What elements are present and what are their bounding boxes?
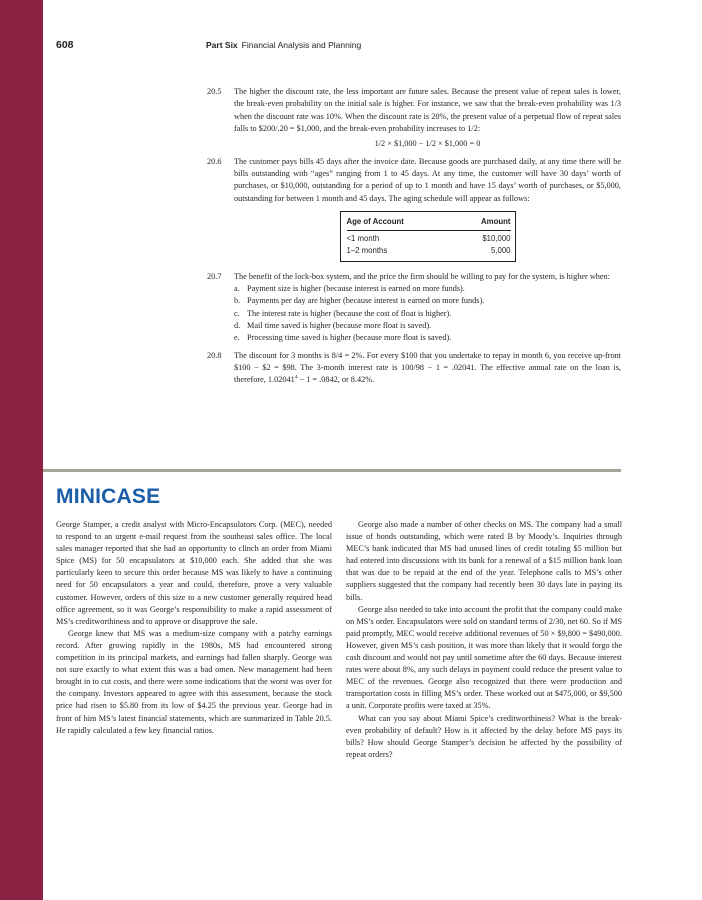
answer-20-8 [207, 350, 621, 387]
list-item [234, 320, 621, 332]
column-header-amount: Amount [481, 217, 511, 227]
answer-20-6 [207, 156, 621, 262]
answer-number: 20.5 [207, 87, 222, 96]
list-item [234, 295, 621, 307]
paragraph: What can you say about Miami Spice’s creditworthiness? What is the break-even probability of default? How is it affected by the delay before MS pays its bills? How should George Stamper’s decision be affected by the possibility of repeat orders? [346, 713, 622, 759]
answer-text [234, 350, 621, 387]
minicase-left-column [56, 519, 332, 761]
break-even-equation: 1/2 × $1,000 − 1/2 × $1,000 = 0 [374, 139, 481, 149]
paragraph: George Stamper, a credit analyst with Micro-Encapsulators Corp. (MEC), needed to respond to an urgent e-mail request from the southeast sales office. The local sales manager reported that she had an opportunity to clinch an order from Miami Spice (MS) for 50 encapsulators at $10,000 each. She added that she was particularly keen to secure this order because MS was likely to have a continuing need for 50 encapsulators a year and could, therefore, prove a very valuable customer. However, orders of this size to a new customer generally required head office agreement, so it was George’s responsibility to make a rapid assessment of MS’s creditworthiness and to approve or disapprove the sale. [56, 520, 332, 626]
answer-20-5 [207, 86, 621, 151]
minicase-right-column [346, 519, 622, 761]
list-item [234, 332, 621, 344]
list-item-text: Processing time saved is higher (because more float is saved). [247, 333, 452, 343]
answer-number: 20.7 [207, 271, 222, 281]
answer-text-part: − 1 = .0842, or 8.42%. [297, 375, 375, 385]
list-marker: d. [234, 320, 241, 330]
list-marker: e. [234, 333, 240, 343]
minicase-body [56, 519, 622, 761]
benefit-list [234, 283, 621, 345]
column-header-age: Age of Account [346, 217, 404, 227]
answer-20-7 [207, 271, 621, 345]
exponent: 4 [294, 374, 298, 381]
part-label: Part Six [206, 40, 238, 50]
list-item-text: The interest rate is higher (because the cost of float is higher). [247, 308, 452, 318]
cell-amount: 5,000 [490, 246, 511, 256]
paragraph: George also needed to take into account the profit that the company could make on MS’s order. Encapsulators were sold on standard terms of 2/30, net 60. So if MS paid promptly, MEC would receive additional revenues of 50 × $9,800 = $490,000. However, given MS’s cash position, it was more than likely that it would forgo the cash discount and would not pay until sometime after the 60 days. Because interest rates were about 8%, any such delays in payment could reduce the present value to MEC of the revenues. George also recognized that there were production and transportation costs in filling MS’s order. These worked out at $475,000, or $9,500 a unit. Corporate profits were taxed at 35%. [346, 604, 622, 711]
list-item-text: Mail time saved is higher (because more float is saved). [247, 320, 432, 330]
minicase-title: MINICASE [56, 485, 161, 508]
cell-age: 1–2 months [346, 246, 388, 256]
paragraph: George knew that MS was a medium-size company with a patchy earnings record. After growing rapidly in the 1980s, MS had encountered strong competition in its principal markets, and earnings had fallen sharply. George was not sure exactly to what extent this was a bad omen. New management had been brought in to cut costs, and there were some indications that the worst was over for the company. Investors appeared to agree with this assessment, because the stock price had risen to $5.80 from its low of $4.25 the previous year. George had in front of him MS’s latest financial statements, which are summarized in Table 20.5. He rapidly calculated a few key financial ratios. [56, 628, 332, 735]
answer-text: The benefit of the lock-box system, and the price the firm should be willing to pay for the system, is higher when: [234, 271, 610, 281]
answers-section [207, 86, 621, 392]
cell-amount: $10,000 [482, 233, 511, 243]
answer-number: 20.8 [207, 350, 222, 360]
table-row [347, 233, 511, 246]
answer-text: The higher the discount rate, the less important are future sales. Because the present value of repeat sales is lower, the break-even probability on the initial sale is higher. For instance, we saw that the break-even probability was 1/3 when the discount rate was 10%. When the discount rate is 20%, the present value of a perpetual flow of repeat sales falls to $200/.20 = $1,000, and the break-even probability increases to 1/2: [234, 87, 621, 134]
list-item [234, 308, 621, 320]
list-marker: b. [234, 296, 241, 306]
aging-table-header [347, 216, 511, 231]
list-marker: a. [234, 283, 240, 293]
answer-text-part: The discount for 3 months is 8/4 = 2%. For every $100 that you undertake to repay in month 6, you receive up-front $100 − $2 = $98. The 3-month interest rate is 100/98 − 1 = .02041. The effective annual rate on the loan is, therefore, 1.02041 [234, 350, 621, 385]
aging-table [340, 211, 516, 262]
part-title: Financial Analysis and Planning [241, 40, 362, 50]
list-marker: c. [234, 308, 240, 318]
list-item-text: Payments per day are higher (because interest is earned on more funds). [247, 296, 485, 306]
running-head [206, 40, 361, 50]
answer-text: The customer pays bills 45 days after the invoice date. Because goods are purchased daily, at any time there will be bills outstanding with “ages” ranging from 1 to 45 days. At any time, the customer will have 30 days’ worth of purchases, or $10,000, outstanding for a period of up to 1 month and have 15 days’ worth of purchases, or $5,000, outstanding for between 1 month and 45 days. The aging schedule will appear as follows: [234, 156, 621, 203]
page-number: 608 [56, 39, 74, 51]
cell-age: <1 month [346, 233, 380, 243]
list-item-text: Payment size is higher (because interest is earned on more funds). [247, 283, 465, 293]
aging-schedule [234, 211, 621, 262]
answer-number: 20.6 [207, 156, 222, 166]
paragraph: George also made a number of other checks on MS. The company had a small issue of bonds outstanding, which were rated B by Moody’s. Inquiries through MEC’s bank indicated that MS had unused lines of credit totaling $5 million but had entered into discussions with its bank for a renewal of a $15 million bank loan that was due to be repaid at the end of the year. Telephone calls to MS’s other suppliers suggested that the company had recently been 30 days late in paying its bills. [346, 520, 622, 602]
page-spine-band [0, 0, 43, 900]
section-divider [43, 469, 621, 472]
list-item [234, 283, 621, 295]
table-row [347, 245, 511, 258]
